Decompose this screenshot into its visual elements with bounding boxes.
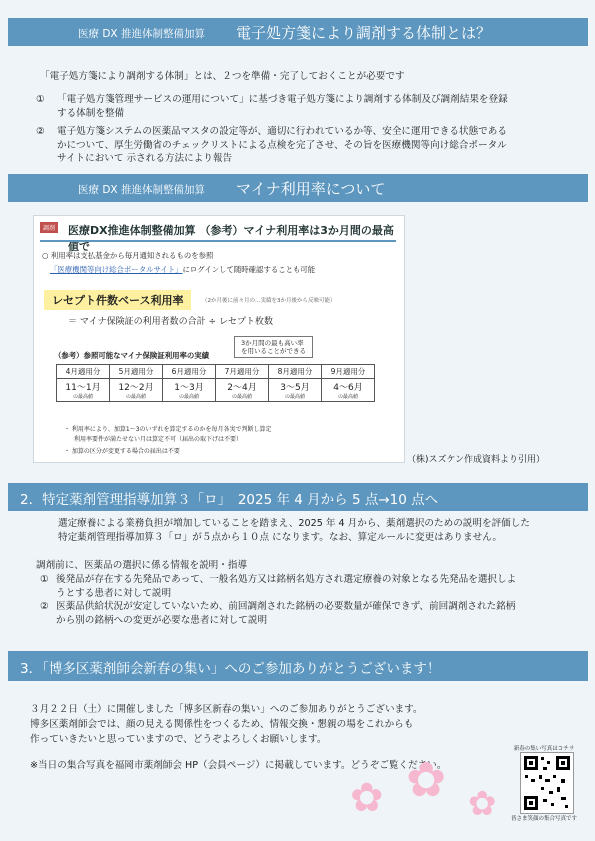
- table-cell: 9月適用分: [322, 365, 375, 379]
- table-cell: 12～2月 の最高値: [110, 379, 163, 402]
- slide-divider: [40, 240, 396, 242]
- item-number: ②: [36, 126, 45, 137]
- section2-title: マイナ利用率について: [236, 180, 386, 198]
- table-cell: 4～6月 の最高値: [322, 379, 375, 402]
- section4-paragraph: ３月２２日（土）に開催しました「博多区新春の集い」へのご参加ありがとうございます。 博多区薬剤師会では、顔の見える関係性をつくるため、情報交換・懇親の場をこれからも 作っていきたいと思っていますので、どうぞよろしくお願いします。: [30, 704, 423, 745]
- section3-header: [8, 483, 588, 511]
- section1-header: [8, 18, 588, 46]
- slide-bullet-1: ○ 利用率は支払基金から毎月通知されるものを参照: [42, 251, 214, 260]
- table-cell: 6月適用分: [163, 365, 216, 379]
- qr-caption-bottom: 皆さま笑顔の集合写真です: [510, 816, 577, 822]
- section3-lead: 調剤前に、医薬品の選択に係る情報を説明・指導: [36, 560, 248, 571]
- section1-title: 電子処方箋により調剤する体制とは？: [236, 24, 492, 42]
- section3-item-1: 後発品が存在する先発品であって、一般名処方又は銘柄名処方され選定療養の対象となる先発品を選択しよ うとする患者に対して説明: [56, 574, 517, 599]
- table-cell: 1～3月 の最高値: [163, 379, 216, 402]
- table-cell: 7月適用分: [216, 365, 269, 379]
- section4-header: [8, 651, 588, 681]
- slide-highlight-note: （2か月後に前々月の…実績を3か月後から反映可能）: [202, 298, 336, 304]
- portal-link[interactable]: 「医療機関等向け総合ポータルサイト」: [50, 265, 183, 274]
- table-cell: 4月適用分: [57, 365, 110, 379]
- item-number: ①: [36, 94, 45, 105]
- table-cell: 5月適用分: [110, 365, 163, 379]
- section4-note: ※当日の集合写真を福岡市薬剤師会 HP（会員ページ）に掲載しています。どうぞご覧ください。: [30, 760, 447, 771]
- usage-rate-table: [56, 364, 375, 402]
- qr-caption-top: 新春の集い写真はコチラ: [513, 746, 575, 752]
- table-cell: 8月適用分: [269, 365, 322, 379]
- slide-tag: 調剤: [40, 222, 58, 233]
- section2-subtitle: 医療 DX 推進体制整備加算: [78, 184, 205, 196]
- sakura-icon: ✿: [468, 784, 497, 824]
- section3-title: 2．特定薬剤管理指導加算３「ロ」 2025 年 4 月から 5 点→10 点へ: [20, 492, 439, 508]
- table-cell: 2～4月 の最高値: [216, 379, 269, 402]
- section1-item-2: 電子処方箋システムの医薬品マスタの設定等が、適切に行われているか等、安全に運用できる状態である かについて、厚生労働省のチェックリストによる点検を完了させ、その旨を医療機関等向け総合ポータル サイトにおいて 示される方法により報告: [57, 126, 507, 164]
- section1-intro: 「電子処方箋により調剤する体制」とは、２つを準備・完了しておくことが必要です: [40, 71, 405, 82]
- qr-code-icon[interactable]: [520, 752, 574, 814]
- item-number: ②: [40, 601, 49, 612]
- section3-item-2: 医薬品供給状況が安定していないため、前回調剤された銘柄の必要数量が確保できず、前回調剤された銘柄 から別の銘柄への変更が必要な患者に対して説明: [56, 601, 516, 626]
- slide-note-1: ・ 利用率により、加算1～3のいずれを算定するのかを毎月各実で判断し算定: [64, 426, 272, 433]
- table-cell: 3～5月 の最高値: [269, 379, 322, 402]
- table-cell: 11～1月 の最高値: [57, 379, 110, 402]
- section2-header: [8, 174, 588, 202]
- section1-subtitle: 医療 DX 推進体制整備加算: [78, 28, 205, 40]
- section3-paragraph: 選定療養による業務負担が増加していることを踏まえ、2025 年 4 月から、薬剤選択のための説明を評価した 特定薬剤管理指導加算３「ロ」が５点から１０点 になります。なお、算定ルールに変更はありません。: [58, 518, 530, 543]
- slide-note-3: ・ 加算の区分が変更する場合の届出は不要: [64, 448, 180, 455]
- slide-table-caption: （参考）参照可能なマイナ保険証利用率の実績: [54, 351, 210, 360]
- item-number: ①: [40, 574, 49, 585]
- section1-item-1: 「電子処方箋管理サービスの運用について」に基づき電子処方箋により調剤する体制及び調剤結果を登録 する体制を整備: [57, 94, 508, 119]
- sakura-icon: ✿: [350, 775, 384, 821]
- slide-formula: ＝ マイナ保険証の利用者数の合計 ÷ レセプト枚数: [68, 317, 273, 327]
- sakura-icon: ✿: [406, 752, 447, 808]
- slide-note-2: 利用率要件が満たせない月は算定不可（届出の取下げは不要）: [74, 436, 243, 443]
- slide-title: 医療DX推進体制整備加算 （参考）マイナ利用率は3か月間の最高値で: [68, 224, 394, 253]
- slide-link-line: 「医療機関等向け総合ポータルサイト」にログインして随時確認することも可能: [50, 265, 316, 274]
- slide-highlight: レセプト件数ベース利用率: [44, 290, 191, 310]
- section4-title: 3．「博多区薬剤師会新春の集い」へのご参加ありがとうございます！: [20, 661, 441, 677]
- slide-callout: 3か月間の最も高い率 を用いることができる: [234, 336, 313, 358]
- source-credit: （株)スズケン作成資料より引用）: [407, 455, 546, 465]
- quoted-slide: [33, 215, 405, 463]
